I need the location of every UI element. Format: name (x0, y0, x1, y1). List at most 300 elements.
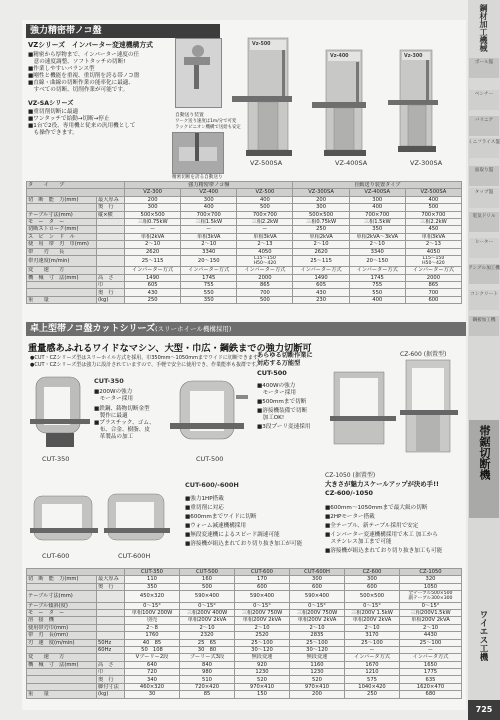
table2-body (27, 576, 462, 698)
row-label: 機 械 寸 法(mm) (27, 274, 97, 281)
sidebar-item[interactable]: コンクリート (470, 292, 498, 297)
table-cell: 640 (125, 661, 180, 668)
section2-title: 卓上型帯ノコ盤カットシリーズ (30, 324, 156, 334)
table-cell: 2～10 (345, 624, 400, 631)
table-cell: 20～150 (349, 255, 405, 266)
table-cell: 200 (125, 196, 181, 203)
table1-model: VZ-400 (181, 189, 237, 196)
cut-500-caption: CUT-500 (196, 455, 224, 463)
table-cell: 500×500 (345, 591, 400, 602)
table-cell: 170 (235, 576, 290, 583)
row-sublabel: 最大厚み (97, 576, 125, 583)
table-cell: インバーター方式 (405, 267, 461, 274)
page-number: 725 (468, 700, 500, 720)
vzsa-bullet: ■ワンタッチで給動→切断→停止 (28, 116, 110, 122)
table-cell: 1620×470 (400, 683, 462, 690)
table1-model: VZ-400SA (349, 189, 405, 196)
cz-headline: 大きさが魅力スケールアップが決め手!! (325, 480, 439, 488)
table-cell: 575 (345, 676, 400, 683)
table1-model-row (27, 189, 462, 196)
row-label (27, 669, 97, 676)
table-cell: ー (181, 226, 237, 233)
table-cell: 1050 (400, 583, 462, 590)
cut-600h-machine (104, 494, 170, 540)
row-label: ス ピ ン ド ル (27, 233, 97, 240)
table-cell: 無段変速 (235, 654, 290, 661)
sidebar-item[interactable]: ボール盤 (474, 60, 494, 65)
row-sublabel (97, 255, 125, 266)
table-cell: L15～150 H50～420 (405, 255, 461, 266)
row-label: 溶 接 機 (27, 617, 97, 624)
table-cell: インバータ方式 (345, 654, 400, 661)
cut-350-photo (30, 373, 92, 451)
row-label (27, 204, 97, 211)
cz-600-label: CZ-600 (据置型) (400, 351, 447, 358)
table-cell: 500×500 (293, 211, 349, 218)
table-row (27, 274, 462, 281)
table-cell: 2～10 (181, 241, 237, 248)
table-cell: 0～15° (125, 602, 180, 609)
precision-cut-photo (172, 132, 224, 174)
table-cell: 三相2.2kW (237, 218, 293, 225)
cut-600-caption: CUT-600 (42, 552, 70, 560)
table-cell: 400 (349, 204, 405, 211)
table-cell: 230 (293, 296, 349, 303)
row-label: 帯 刃 長 (27, 248, 97, 255)
vz-bullet: ■精密から厚物まで、インバーター速度の任 (28, 52, 140, 58)
cut-500-title: 対応する万能型 (257, 360, 301, 367)
table-cell: 4050 (405, 248, 461, 255)
table-cell: 700 (405, 289, 461, 296)
cz-bullet: ステンレス加工まで可能 (325, 539, 392, 545)
table-cell: 2～8 (125, 624, 180, 631)
row-label: 切断ストローク(mm) (27, 226, 97, 233)
row-label: 切 断 能 力(mm) (27, 576, 97, 583)
row-label: テーブル傾斜(度) (27, 602, 97, 609)
cut-350-bullet: ■プラスチック、ゴム、 (94, 420, 155, 426)
table2-model: CUT-600 (235, 569, 290, 576)
table-cell: 520 (235, 676, 290, 683)
cut-600-bullet: ■重切削に対応 (185, 505, 224, 511)
table-cell: 1490 (293, 274, 349, 281)
table-cell: 0～15° (290, 602, 345, 609)
table-cell: 350 (181, 296, 237, 303)
table-cell: 200 (290, 691, 345, 698)
table-cell: 20～150 (181, 255, 237, 266)
table-cell: 720 (125, 669, 180, 676)
table-cell: 300 (290, 576, 345, 583)
table-cell: 25～100 (345, 639, 400, 646)
table-row (27, 233, 462, 240)
table-cell: 単相200V 2kVA (235, 617, 290, 624)
table-cell: 400 (405, 196, 461, 203)
table-cell: 200 (293, 196, 349, 203)
cut-600-bullet: ■600mmまでワイドに切断 (185, 514, 257, 520)
row-sublabel (97, 609, 125, 616)
table-cell: 2835 (290, 632, 345, 639)
row-label (27, 683, 97, 690)
table-cell: 755 (181, 282, 237, 289)
table-cell: 700×700 (405, 211, 461, 218)
table-cell: 25～115 (293, 255, 349, 266)
row-label: 変 速 方 (27, 654, 97, 661)
table-cell: 680 (400, 691, 462, 698)
table-cell: インバーター方式 (237, 267, 293, 274)
table-cell: 1650 (400, 661, 462, 668)
table-cell: 430 (125, 289, 181, 296)
table-cell: 単相2kVA～3kVA (349, 233, 405, 240)
table-cell: 160 (180, 576, 235, 583)
row-sublabel: 縦×横 (97, 211, 125, 218)
table-cell: 2620 (293, 248, 349, 255)
table-cell: 2000 (237, 274, 293, 281)
table-cell: 350 (349, 226, 405, 233)
sidebar (468, 0, 500, 720)
row-label: 重 量 (27, 296, 97, 303)
table-cell: 2～10 (125, 241, 181, 248)
table-cell: 500 (237, 296, 293, 303)
sidebar-section-label: 帯鋸切断機 (478, 425, 491, 480)
table-row (27, 248, 462, 255)
table-cell: 2000 (405, 274, 461, 281)
section1-header: 強力精密帯ノコ盤 (26, 24, 220, 38)
table-cell: ー (237, 226, 293, 233)
table-row (27, 617, 462, 624)
table-cell: 三相200V1.5kW (400, 609, 462, 616)
table1-body (27, 196, 462, 303)
table1-model: VZ-500SA (405, 189, 461, 196)
row-sublabel: 高 さ (97, 274, 125, 281)
table-cell: Vプーリー2段 (125, 654, 180, 661)
table-cell: 700×700 (237, 211, 293, 218)
table-cell: 単相3kVA (181, 233, 237, 240)
table-cell: 単相3kVA (405, 233, 461, 240)
table-cell: 50 108 (125, 646, 180, 653)
table-cell: 2～10 (293, 241, 349, 248)
table-cell: 4430 (400, 632, 462, 639)
cut-500-title: CUT-500 (257, 369, 287, 377)
row-sublabel (97, 248, 125, 255)
vz-400sa-caption: VZ-400SA (335, 159, 368, 167)
table-cell: 1745 (181, 274, 237, 281)
auto-feed-image (176, 39, 221, 107)
auto-feed-caption: 自動送り装置 (175, 113, 204, 118)
table-cell: 920 (235, 661, 290, 668)
table-cell: インバーター方式 (181, 267, 237, 274)
table-cell: 2～13 (405, 241, 461, 248)
table-row (27, 639, 462, 646)
cz-bullet: ■600mm～1050mmまで最大級の切断 (325, 505, 428, 511)
table-cell: L15～150 H50～420 (237, 255, 293, 266)
table-cell: 600 (345, 583, 400, 590)
table-cell: 1230 (290, 669, 345, 676)
sidebar-item[interactable]: 電気ドリル (472, 214, 496, 219)
sidebar-item[interactable]: ミニフライス盤 (468, 140, 500, 145)
row-sublabel (97, 218, 125, 225)
row-sublabel: 最大厚み (97, 196, 125, 203)
table-cell: 30～120 (235, 646, 290, 653)
table-cell: 1745 (349, 274, 405, 281)
table-row (27, 624, 462, 631)
table-cell: 340 (125, 676, 180, 683)
row-label: 使 用 帯 刃 巾(mm) (27, 241, 97, 248)
sidebar-item[interactable]: 面取り盤 (474, 168, 494, 173)
sidebar-item[interactable]: タップ盤 (474, 190, 494, 195)
row-sublabel: 奥 行 (97, 583, 125, 590)
cut-600h-caption: CUT-600H (118, 552, 151, 560)
cut-500-bullet: ■3段プーリ変速採用 (257, 424, 311, 430)
table2-model: CZ-1050 (400, 569, 462, 576)
vz-bullet: ■直線・曲線の切断作業の能率化に最適、 (28, 80, 134, 86)
table-cell: 2～13 (237, 241, 293, 248)
cut-350-bullet: ■200Wの強力 (94, 389, 133, 395)
table-cell: ー (345, 646, 400, 653)
table-cell: 300 (125, 204, 181, 211)
table-cell: ー (125, 226, 181, 233)
cut-600-bullet: ■強力1HP搭載 (185, 496, 224, 502)
table1-type-header: タ イ プ (27, 182, 125, 189)
vz-machines-photo (228, 30, 464, 170)
table-row (27, 676, 462, 683)
table-cell: 2320 (180, 632, 235, 639)
section2-intro: ●CUT・CZシリーズ型は強力に設計されていますので、手軽で安全に使用でき、作業能率も抜群です。 (30, 362, 261, 368)
vzsa-series-title: VZ-SAシリーズ (28, 100, 74, 107)
table-cell: 500 (405, 204, 461, 211)
table-cell: 三相200V 750W (290, 609, 345, 616)
sidebar-item[interactable]: 鋼板加工機 (472, 318, 496, 323)
table-cell: 300 (293, 204, 349, 211)
table-row (27, 583, 462, 590)
table-cell: 4050 (237, 248, 293, 255)
auto-feed-caption: ラックピニオン機構で送給も安定 (175, 125, 241, 130)
table-row (27, 646, 462, 653)
cut-600-photos (30, 492, 170, 550)
table-cell: 430 (293, 289, 349, 296)
table-cell: 25 65 (180, 639, 235, 646)
sidebar-item[interactable]: バリニア (474, 118, 494, 123)
table-cell: 720×420 (180, 683, 235, 690)
table2-model-row (27, 569, 462, 576)
table-row (27, 226, 462, 233)
row-label: 刃 速 度(m/min) (27, 639, 97, 646)
table-cell: 30 (125, 691, 180, 698)
row-sublabel: (kg) (97, 296, 125, 303)
table-cell: プーリー式3段 (180, 654, 235, 661)
table-row (27, 267, 462, 274)
cz-machines-photo (330, 354, 462, 464)
table-row (27, 661, 462, 668)
table-cell: 320 (400, 576, 462, 583)
cz-1050-label: CZ-1050 (据置型) (325, 472, 376, 479)
table-cell: 単相200V 2kVA (345, 617, 400, 624)
table-row (27, 204, 462, 211)
vz-bullet: すべての切断、切削作業が可能です。 (28, 87, 129, 93)
row-label: 使用帯刃巾(mm) (27, 624, 97, 631)
table-cell: 970×410 (235, 683, 290, 690)
table-cell: 400 (237, 196, 293, 203)
cz-600-machine (400, 360, 458, 452)
table-cell: 単相2kVA (293, 233, 349, 240)
table2-model: CZ-600 (345, 569, 400, 576)
table-cell: 1670 (345, 661, 400, 668)
table-cell: 1760 (125, 632, 180, 639)
table-cell: 1490 (125, 274, 181, 281)
table-cell: 755 (349, 282, 405, 289)
sidebar-item[interactable]: ベンチー (474, 92, 494, 97)
auto-feed-photo (175, 38, 222, 108)
row-label (27, 676, 97, 683)
table-row (27, 632, 462, 639)
cut-350-bullet: 革製品の加工 (94, 434, 134, 440)
row-sublabel (97, 602, 125, 609)
table1-group-header: 自動送り装置タイプ (293, 182, 462, 189)
cut-500-bullet: ■500mmまで切断 (257, 399, 307, 405)
table-row (27, 196, 462, 203)
table-row (27, 609, 462, 616)
table-cell: 550 (181, 289, 237, 296)
table-cell: 300 (181, 196, 237, 203)
row-sublabel: 巾 (97, 282, 125, 289)
table-row (27, 211, 462, 218)
table-cell: 550 (349, 289, 405, 296)
cz-bullet: ■溶接機が組込まれており切り抜き加工も可能 (325, 548, 443, 554)
cut-500-bullet: 加工OK! (257, 415, 285, 421)
sidebar-top-label: 鋼材加工機械 (479, 4, 488, 52)
table-cell: 450×320 (125, 591, 180, 602)
table-cell: 30 80 (180, 646, 235, 653)
cut-500-photo (170, 375, 252, 453)
table-cell: 単相200V 2kVA (400, 617, 462, 624)
table-cell: 1230 (235, 669, 290, 676)
table-cell: 605 (125, 282, 181, 289)
table-cell: 単相3kVA (237, 233, 293, 240)
table-cell: 500 (237, 204, 293, 211)
cz-bullet: ■インバーター変速機構採用で木工 加工から (325, 532, 438, 538)
section2-intro: ●CUT・CZシリーズ型はスリーホイル方式を採用、巾350mm～1050mmまでワイドに切断できます。 (30, 355, 263, 361)
table-cell: 三相0.75kW (293, 218, 349, 225)
table1-group-header: 強力精密帯ノコ盤 (125, 182, 293, 189)
table-cell: 25～100 (235, 639, 290, 646)
table-cell: 単相200V 2kVA (180, 617, 235, 624)
table-cell: インバーター方式 (293, 267, 349, 274)
cut-350-bullet: 布、合金、樹脂、皮 (94, 427, 150, 433)
table-cell: 605 (293, 282, 349, 289)
table-cell: 3340 (181, 248, 237, 255)
table-cell: 700×700 (349, 211, 405, 218)
sidebar-item[interactable]: アングル加工機 (468, 266, 500, 271)
table-cell: 三相0.75kW (125, 218, 181, 225)
table-row (27, 296, 462, 303)
table-cell: 2～10 (180, 624, 235, 631)
table-cell: ー (400, 646, 462, 653)
table-cell: 600 (290, 583, 345, 590)
table-cell: 150 (235, 691, 290, 698)
row-sublabel: 60Hz (97, 646, 125, 653)
row-sublabel: 巾 (97, 669, 125, 676)
table-cell: 110 (125, 576, 180, 583)
table-cell: 865 (237, 282, 293, 289)
table-cell: 25～100 (290, 639, 345, 646)
table-cell: 別売 (125, 617, 180, 624)
cut-500-bullet: ■溶接機装備で切断 (257, 408, 308, 414)
table-cell: 40 85 (125, 639, 180, 646)
cut-350-title: CUT-350 (94, 377, 124, 385)
table-cell: 3340 (349, 248, 405, 255)
table-cell: 三相200V 750W (235, 609, 290, 616)
table-cell: 350 (125, 583, 180, 590)
vz-500sa-machine (232, 38, 292, 156)
vz-series-title: VZシリーズ インバーター変速機構方式 (28, 41, 153, 49)
cz-bullet: ■2HPモーター搭載 (325, 514, 375, 520)
sidebar-item[interactable]: ヒーター (474, 240, 494, 245)
row-sublabel (97, 226, 125, 233)
table1-model: VZ-300SA (293, 189, 349, 196)
row-label: モ ー タ ー (27, 609, 97, 616)
table-cell: 450 (405, 226, 461, 233)
table-cell: 単相100V 200W (125, 609, 180, 616)
table-cell: 590×400 (235, 591, 290, 602)
table-cell: 1160 (290, 661, 345, 668)
row-label: 帯 刃 長(mm) (27, 632, 97, 639)
table-cell: 2～10 (290, 624, 345, 631)
vz-300sa-machine (388, 50, 438, 152)
table-cell: 1775 (400, 669, 462, 676)
table-cell: 700 (237, 289, 293, 296)
row-label: テーブル寸法(mm) (27, 591, 97, 602)
row-label: 変 速 方 (27, 267, 97, 274)
table-row (27, 669, 462, 676)
table-cell: 2～10 (235, 624, 290, 631)
cut-350-bullet: ■鉄鋼、鋳物切断金型 (94, 406, 150, 412)
table2-model: CUT-500 (180, 569, 235, 576)
row-label: 機 械 寸 法(mm) (27, 661, 97, 668)
table-row (27, 282, 462, 289)
table-cell: 30～120 (290, 646, 345, 653)
table-cell: 全テーブル500×500 副テーブル300×300 (400, 591, 462, 602)
table-cell: 3170 (345, 632, 400, 639)
row-sublabel: 脚付寸法 (97, 683, 125, 690)
table-cell: 三相200V 1.5kW (345, 609, 400, 616)
vzsa-bullet: も操作できます。 (28, 130, 78, 136)
section2-header (26, 322, 466, 336)
table-cell: 300 (349, 196, 405, 203)
vz-bullet: ■剛性と機能を重視、重切削を誇る帯ノコ盤 (28, 73, 140, 79)
cut-600-machine (30, 496, 98, 540)
auto-feed-caption: ワーク送り速度は1m/分で可変 (175, 119, 237, 124)
cz-1050-machine (330, 372, 396, 444)
cz-headline: CZ-600/-1050 (325, 489, 373, 497)
row-sublabel (97, 617, 125, 624)
row-label: モ ー タ ー (27, 218, 97, 225)
table-cell: 無段変速 (290, 654, 345, 661)
row-label: 重 量 (27, 691, 97, 698)
row-sublabel (97, 267, 125, 274)
table-row (27, 691, 462, 698)
table-cell: 三相2.2kW (405, 218, 461, 225)
table-cell: インバーター方式 (125, 267, 181, 274)
table-cell: 85 (180, 691, 235, 698)
row-label: テーブル寸法(mm) (27, 211, 97, 218)
table-cell: 三相200V 400W (180, 609, 235, 616)
row-label (27, 289, 97, 296)
row-label (27, 282, 97, 289)
table-row (27, 683, 462, 690)
row-label (27, 583, 97, 590)
table2-model: CUT-600H (290, 569, 345, 576)
table-cell: 600 (405, 296, 461, 303)
vz-300-badge: Vz-300 (404, 54, 423, 59)
table-cell: 980 (180, 669, 235, 676)
